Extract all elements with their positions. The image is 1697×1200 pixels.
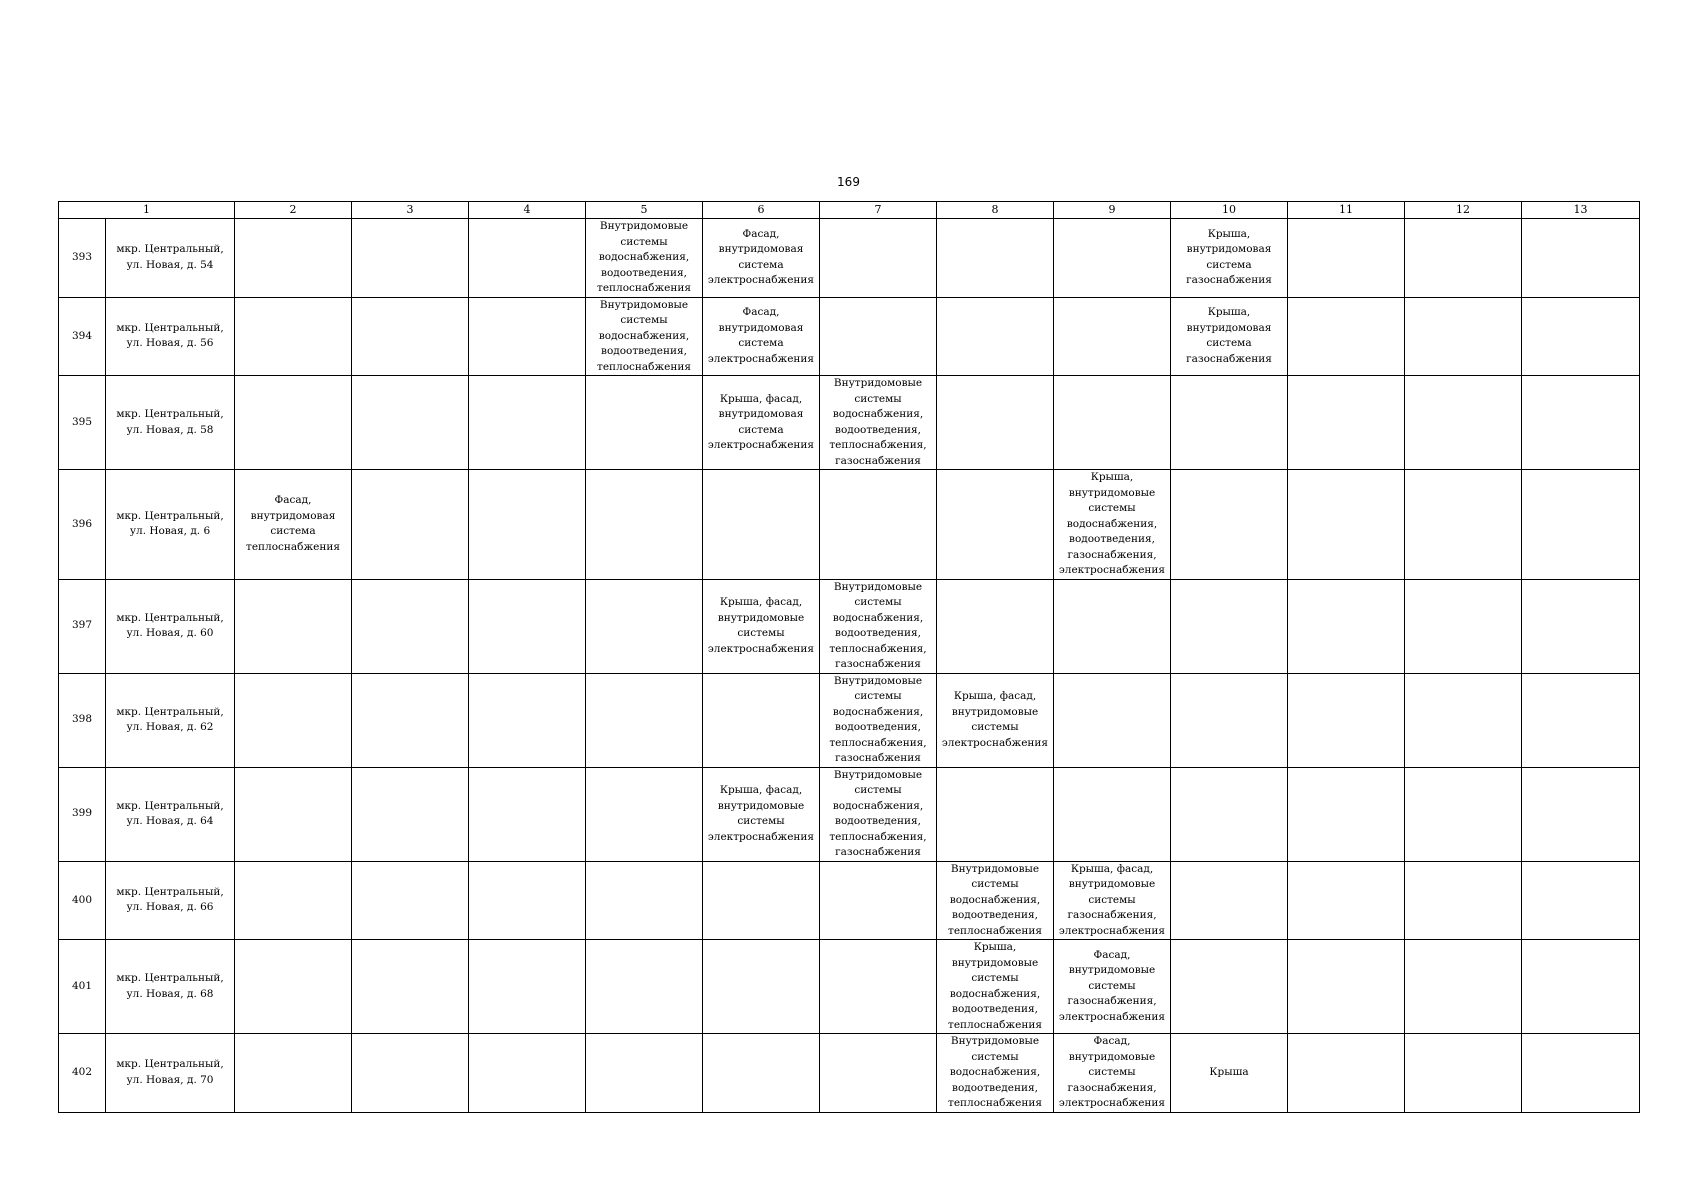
row-number: 396 xyxy=(59,470,106,580)
work-cell-col-6: Фасад, внутридомовая система электроснабжения xyxy=(703,297,820,376)
work-cell-col-5 xyxy=(586,767,703,861)
work-cell-col-4 xyxy=(469,470,586,580)
work-cell-col-13 xyxy=(1522,767,1640,861)
work-cell-col-11 xyxy=(1288,767,1405,861)
work-cell-col-5 xyxy=(586,861,703,940)
work-cell-col-9 xyxy=(1054,579,1171,673)
work-cell-col-6: Крыша, фасад, внутридомовая система электроснабжения xyxy=(703,376,820,470)
work-cell-col-2 xyxy=(235,297,352,376)
work-cell-col-2 xyxy=(235,861,352,940)
work-cell-col-5: Внутридомовые системы водоснабжения, водоотведения, теплоснабжения xyxy=(586,219,703,298)
work-cell-col-5 xyxy=(586,1034,703,1113)
work-cell-col-4 xyxy=(469,579,586,673)
table-header-row xyxy=(59,202,1640,219)
work-cell-col-10: Крыша, внутридомовая система газоснабжения xyxy=(1171,297,1288,376)
row-number: 398 xyxy=(59,673,106,767)
work-cell-col-9: Фасад, внутридомовые системы газоснабжения, электроснабжения xyxy=(1054,940,1171,1034)
work-cell-col-10 xyxy=(1171,579,1288,673)
work-cell-col-9: Крыша, фасад, внутридомовые системы газоснабжения, электроснабжения xyxy=(1054,861,1171,940)
column-header: 12 xyxy=(1405,202,1522,219)
table-row xyxy=(59,297,1640,376)
work-cell-col-2 xyxy=(235,673,352,767)
row-address: мкр. Центральный, ул. Новая, д. 58 xyxy=(106,376,235,470)
column-header: 6 xyxy=(703,202,820,219)
work-cell-col-7: Внутридомовые системы водоснабжения, водоотведения, теплоснабжения, газоснабжения xyxy=(820,579,937,673)
work-cell-col-9 xyxy=(1054,297,1171,376)
work-cell-col-6 xyxy=(703,470,820,580)
work-cell-col-3 xyxy=(352,767,469,861)
row-number: 399 xyxy=(59,767,106,861)
work-cell-col-6: Крыша, фасад, внутридомовые системы электроснабжения xyxy=(703,767,820,861)
work-cell-col-13 xyxy=(1522,297,1640,376)
work-cell-col-13 xyxy=(1522,579,1640,673)
work-cell-col-3 xyxy=(352,861,469,940)
row-address: мкр. Центральный, ул. Новая, д. 60 xyxy=(106,579,235,673)
row-number: 400 xyxy=(59,861,106,940)
table-row xyxy=(59,861,1640,940)
work-cell-col-13 xyxy=(1522,861,1640,940)
work-cell-col-10 xyxy=(1171,376,1288,470)
table-row xyxy=(59,1034,1640,1113)
work-cell-col-3 xyxy=(352,219,469,298)
work-cell-col-2 xyxy=(235,1034,352,1113)
work-cell-col-7 xyxy=(820,297,937,376)
work-cell-col-8 xyxy=(937,767,1054,861)
work-cell-col-11 xyxy=(1288,219,1405,298)
work-cell-col-2: Фасад, внутридомовая система теплоснабжения xyxy=(235,470,352,580)
column-header: 11 xyxy=(1288,202,1405,219)
table-row xyxy=(59,767,1640,861)
work-cell-col-3 xyxy=(352,470,469,580)
work-cell-col-10: Крыша xyxy=(1171,1034,1288,1113)
work-cell-col-4 xyxy=(469,940,586,1034)
work-cell-col-4 xyxy=(469,767,586,861)
work-cell-col-6 xyxy=(703,861,820,940)
work-cell-col-4 xyxy=(469,219,586,298)
table-row xyxy=(59,579,1640,673)
work-cell-col-13 xyxy=(1522,376,1640,470)
work-cell-col-9 xyxy=(1054,767,1171,861)
work-cell-col-4 xyxy=(469,376,586,470)
work-cell-col-2 xyxy=(235,767,352,861)
work-cell-col-7 xyxy=(820,470,937,580)
work-cell-col-7: Внутридомовые системы водоснабжения, водоотведения, теплоснабжения, газоснабжения xyxy=(820,767,937,861)
work-cell-col-12 xyxy=(1405,470,1522,580)
page-number: 169 xyxy=(837,175,860,189)
work-cell-col-10: Крыша, внутридомовая система газоснабжения xyxy=(1171,219,1288,298)
column-header: 5 xyxy=(586,202,703,219)
work-cell-col-11 xyxy=(1288,376,1405,470)
column-header: 7 xyxy=(820,202,937,219)
work-cell-col-8: Крыша, внутридомовые системы водоснабжения, водоотведения, теплоснабжения xyxy=(937,940,1054,1034)
work-cell-col-13 xyxy=(1522,1034,1640,1113)
column-header: 8 xyxy=(937,202,1054,219)
work-cell-col-9: Крыша, внутридомовые системы водоснабжения, водоотведения, газоснабжения, электроснабжения xyxy=(1054,470,1171,580)
work-cell-col-11 xyxy=(1288,861,1405,940)
work-cell-col-11 xyxy=(1288,1034,1405,1113)
work-cell-col-7: Внутридомовые системы водоснабжения, водоотведения, теплоснабжения, газоснабжения xyxy=(820,673,937,767)
work-cell-col-12 xyxy=(1405,376,1522,470)
work-cell-col-12 xyxy=(1405,940,1522,1034)
work-cell-col-3 xyxy=(352,579,469,673)
work-cell-col-12 xyxy=(1405,579,1522,673)
work-cell-col-6: Фасад, внутридомовая система электроснабжения xyxy=(703,219,820,298)
work-cell-col-11 xyxy=(1288,673,1405,767)
work-cell-col-2 xyxy=(235,940,352,1034)
row-address: мкр. Центральный, ул. Новая, д. 6 xyxy=(106,470,235,580)
work-cell-col-11 xyxy=(1288,940,1405,1034)
work-cell-col-7 xyxy=(820,940,937,1034)
column-header: 9 xyxy=(1054,202,1171,219)
row-address: мкр. Центральный, ул. Новая, д. 68 xyxy=(106,940,235,1034)
work-cell-col-8: Внутридомовые системы водоснабжения, водоотведения, теплоснабжения xyxy=(937,1034,1054,1113)
work-cell-col-9: Фасад, внутридомовые системы газоснабжения, электроснабжения xyxy=(1054,1034,1171,1113)
work-cell-col-12 xyxy=(1405,861,1522,940)
row-number: 401 xyxy=(59,940,106,1034)
work-cell-col-6 xyxy=(703,1034,820,1113)
work-cell-col-12 xyxy=(1405,673,1522,767)
table-row xyxy=(59,940,1640,1034)
work-cell-col-8: Внутридомовые системы водоснабжения, водоотведения, теплоснабжения xyxy=(937,861,1054,940)
row-address: мкр. Центральный, ул. Новая, д. 70 xyxy=(106,1034,235,1113)
column-header: 2 xyxy=(235,202,352,219)
work-cell-col-3 xyxy=(352,940,469,1034)
work-cell-col-12 xyxy=(1405,767,1522,861)
row-address: мкр. Центральный, ул. Новая, д. 56 xyxy=(106,297,235,376)
row-number: 402 xyxy=(59,1034,106,1113)
work-cell-col-7: Внутридомовые системы водоснабжения, водоотведения, теплоснабжения, газоснабжения xyxy=(820,376,937,470)
work-cell-col-5 xyxy=(586,673,703,767)
work-cell-col-4 xyxy=(469,861,586,940)
work-cell-col-4 xyxy=(469,1034,586,1113)
work-cell-col-5 xyxy=(586,470,703,580)
work-cell-col-10 xyxy=(1171,940,1288,1034)
work-cell-col-13 xyxy=(1522,673,1640,767)
work-cell-col-5: Внутридомовые системы водоснабжения, водоотведения, теплоснабжения xyxy=(586,297,703,376)
work-cell-col-10 xyxy=(1171,767,1288,861)
work-cell-col-2 xyxy=(235,376,352,470)
table-row xyxy=(59,470,1640,580)
work-cell-col-5 xyxy=(586,376,703,470)
row-address: мкр. Центральный, ул. Новая, д. 66 xyxy=(106,861,235,940)
work-cell-col-11 xyxy=(1288,470,1405,580)
work-cell-col-3 xyxy=(352,1034,469,1113)
table-row xyxy=(59,376,1640,470)
work-cell-col-11 xyxy=(1288,297,1405,376)
work-cell-col-9 xyxy=(1054,673,1171,767)
work-cell-col-9 xyxy=(1054,219,1171,298)
work-cell-col-12 xyxy=(1405,1034,1522,1113)
work-cell-col-8 xyxy=(937,219,1054,298)
work-cell-col-6 xyxy=(703,940,820,1034)
work-cell-col-10 xyxy=(1171,673,1288,767)
work-cell-col-13 xyxy=(1522,470,1640,580)
row-address: мкр. Центральный, ул. Новая, д. 64 xyxy=(106,767,235,861)
work-cell-col-10 xyxy=(1171,470,1288,580)
row-number: 397 xyxy=(59,579,106,673)
table-row xyxy=(59,219,1640,298)
work-cell-col-7 xyxy=(820,219,937,298)
table-row xyxy=(59,673,1640,767)
work-cell-col-8: Крыша, фасад, внутридомовые системы электроснабжения xyxy=(937,673,1054,767)
work-cell-col-3 xyxy=(352,297,469,376)
row-address: мкр. Центральный, ул. Новая, д. 62 xyxy=(106,673,235,767)
work-cell-col-3 xyxy=(352,673,469,767)
row-number: 395 xyxy=(59,376,106,470)
work-cell-col-2 xyxy=(235,579,352,673)
work-cell-col-4 xyxy=(469,297,586,376)
work-cell-col-7 xyxy=(820,861,937,940)
repair-schedule-table xyxy=(58,201,1640,1113)
work-cell-col-13 xyxy=(1522,940,1640,1034)
work-cell-col-8 xyxy=(937,376,1054,470)
work-cell-col-5 xyxy=(586,940,703,1034)
work-cell-col-3 xyxy=(352,376,469,470)
column-header: 3 xyxy=(352,202,469,219)
work-cell-col-5 xyxy=(586,579,703,673)
work-cell-col-8 xyxy=(937,579,1054,673)
column-header: 10 xyxy=(1171,202,1288,219)
work-cell-col-8 xyxy=(937,470,1054,580)
work-cell-col-8 xyxy=(937,297,1054,376)
row-number: 394 xyxy=(59,297,106,376)
work-cell-col-6 xyxy=(703,673,820,767)
work-cell-col-10 xyxy=(1171,861,1288,940)
column-header: 1 xyxy=(59,202,235,219)
work-cell-col-9 xyxy=(1054,376,1171,470)
work-cell-col-4 xyxy=(469,673,586,767)
work-cell-col-12 xyxy=(1405,219,1522,298)
work-cell-col-11 xyxy=(1288,579,1405,673)
work-cell-col-2 xyxy=(235,219,352,298)
work-cell-col-12 xyxy=(1405,297,1522,376)
work-cell-col-7 xyxy=(820,1034,937,1113)
work-cell-col-6: Крыша, фасад, внутридомовые системы электроснабжения xyxy=(703,579,820,673)
column-header: 13 xyxy=(1522,202,1640,219)
work-cell-col-13 xyxy=(1522,219,1640,298)
row-address: мкр. Центральный, ул. Новая, д. 54 xyxy=(106,219,235,298)
row-number: 393 xyxy=(59,219,106,298)
column-header: 4 xyxy=(469,202,586,219)
